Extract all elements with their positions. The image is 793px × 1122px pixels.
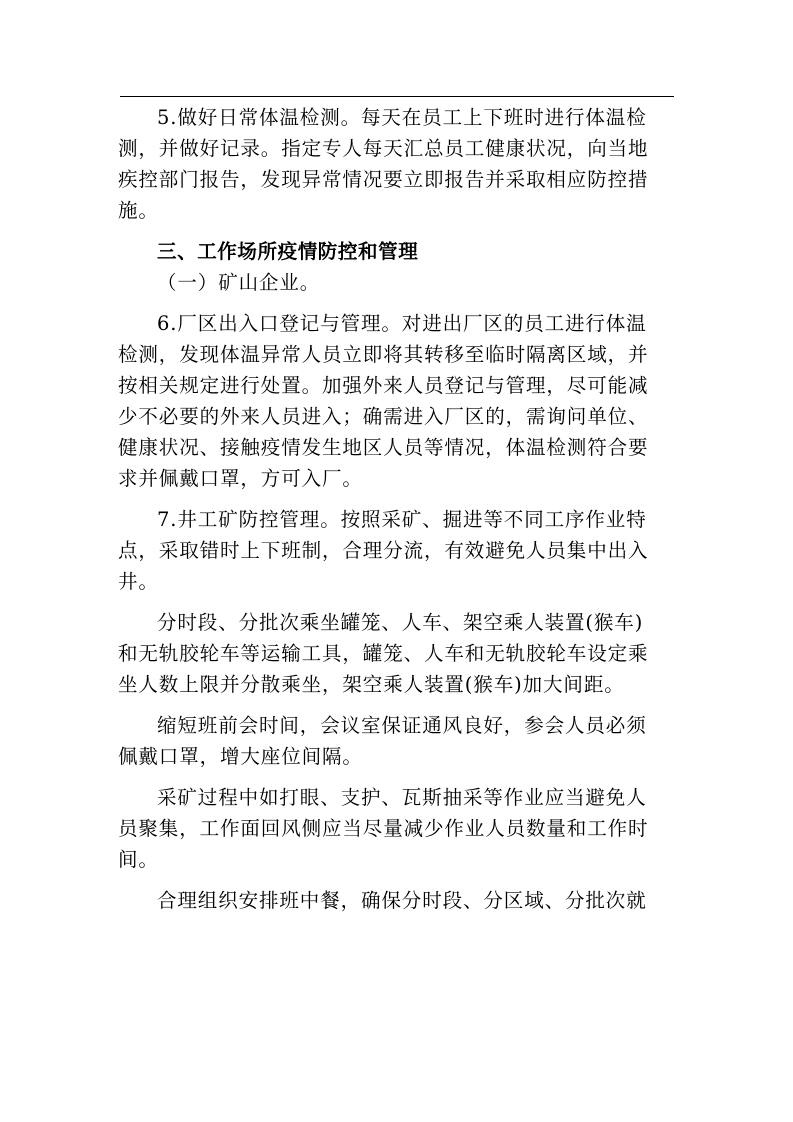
text-line: 和无轨胶轮车等运输工具，罐笼、人车和无轨胶轮车设定乘 — [118, 642, 649, 665]
text-line: 测，并做好记录。指定专人每天汇总员工健康状况，向当地 — [118, 137, 649, 160]
text-line: 疾控部门报告，发现异常情况要立即报告并采取相应防控措 — [118, 168, 649, 191]
text-line: 合理组织安排班中餐，确保分时段、分区域、分批次就 — [157, 889, 647, 912]
text-line: 施。 — [118, 199, 159, 222]
text-line: 分时段、分批次乘坐罐笼、人车、架空乘人装置(猴车) — [157, 611, 644, 634]
text-line: 间。 — [118, 848, 159, 871]
paragraph-batches — [118, 607, 674, 700]
text-line: 5.做好日常体温检测。每天在员工上下班时进行体温检 — [157, 106, 647, 129]
section-heading: 三、工作场所疫情防控和管理 — [157, 240, 419, 263]
text-line: 采矿过程中如打眼、支护、瓦斯抽采等作业应当避免人 — [157, 786, 647, 809]
document-body — [118, 102, 674, 916]
paragraph-item-6 — [118, 308, 674, 494]
text-line: （一）矿山企业。 — [157, 271, 321, 294]
text-line: 佩戴口罩，增大座位间隔。 — [118, 745, 363, 768]
paragraph-item-7 — [118, 504, 674, 597]
text-line: 少不必要的外来人员进入；确需进入厂区的，需询问单位、 — [118, 405, 649, 428]
text-line: 6.厂区出入口登记与管理。对进出厂区的员工进行体温 — [157, 312, 647, 335]
text-line: 检测，发现体温异常人员立即将其转移至临时隔离区域，并 — [118, 343, 649, 366]
text-line: 按相关规定进行处置。加强外来人员登记与管理，尽可能减 — [118, 374, 649, 397]
text-line: 7.井工矿防控管理。按照采矿、掘进等不同工序作业特 — [157, 508, 647, 531]
paragraph-item-5 — [118, 102, 674, 226]
text-line: 井。 — [118, 570, 159, 593]
header-rule — [120, 96, 674, 97]
text-line: 求并佩戴口罩，方可入厂。 — [118, 467, 363, 490]
text-line: 坐人数上限并分散乘坐，架空乘人装置(猴车)加大间距。 — [118, 673, 625, 696]
subsection-heading — [118, 267, 674, 298]
paragraph-mining — [118, 782, 674, 875]
paragraph-meal — [118, 885, 674, 916]
text-line: 缩短班前会时间，会议室保证通风良好，参会人员必须 — [157, 714, 647, 737]
paragraph-meeting — [118, 710, 674, 772]
text-line: 健康状况、接触疫情发生地区人员等情况，体温检测符合要 — [118, 436, 649, 459]
text-line: 点，采取错时上下班制，合理分流，有效避免人员集中出入 — [118, 539, 649, 562]
text-line: 员聚集，工作面回风侧应当尽量减少作业人员数量和工作时 — [118, 817, 649, 840]
